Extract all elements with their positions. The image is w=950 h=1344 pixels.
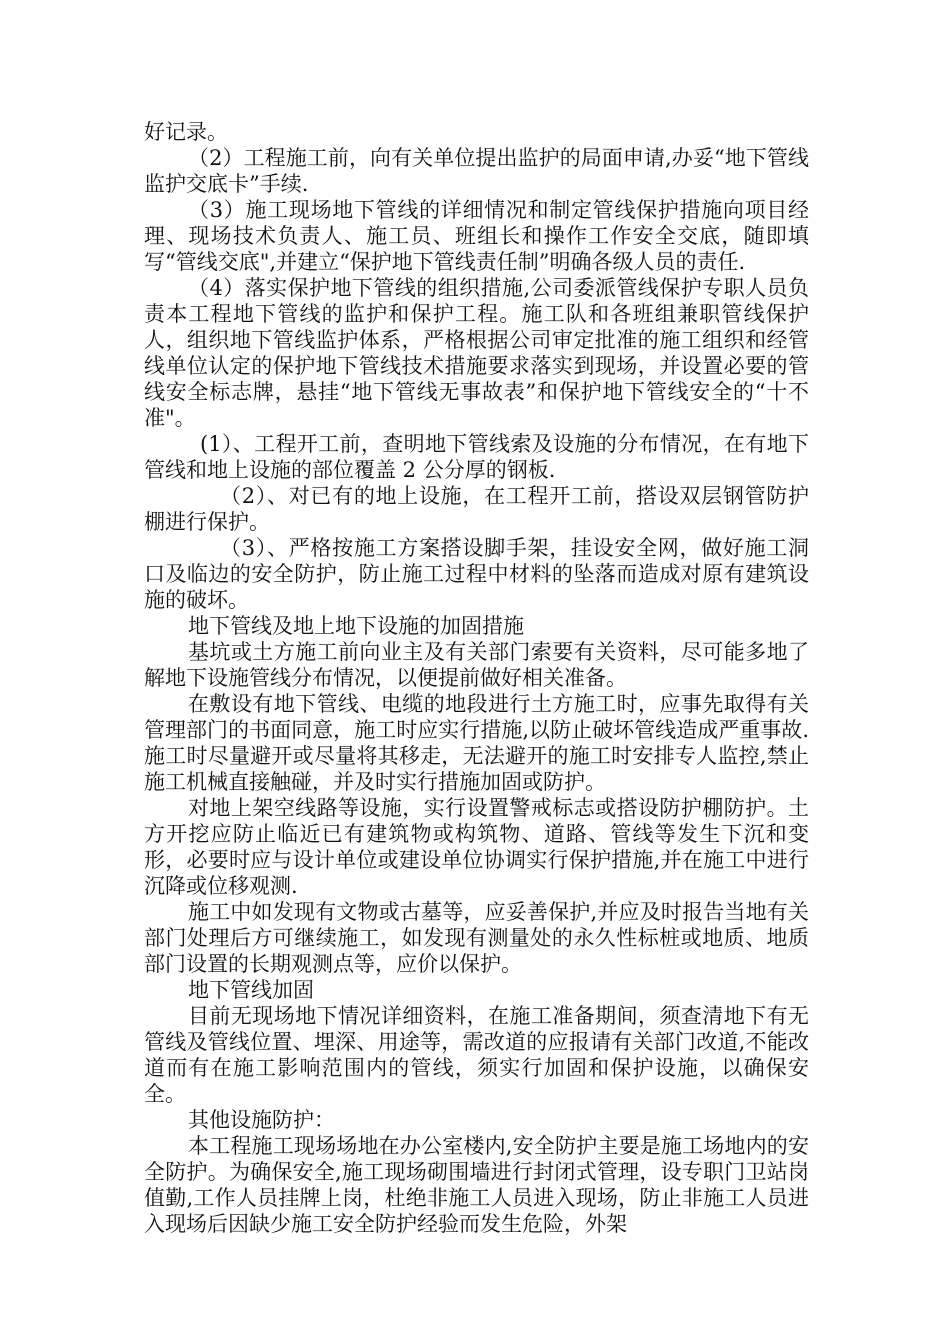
paragraph: (1）、工程开工前，查明地下管线索及设施的分布情况，在有地下管线和地上设施的部位覆盖 2 公分厚的钢板. — [144, 432, 809, 482]
paragraph: 基坑或土方施工前向业主及有关部门索要有关资料，尽可能多地了解地下设施管线分布情况，以便提前做好相关准备。 — [144, 640, 809, 690]
paragraph: 好记录。 — [144, 120, 228, 144]
paragraph: （4）落实保护地下管线的组织措施,公司委派管线保护专职人员负责本工程地下管线的监护和保护工程。施工队和各班组兼职管线保护人，组织地下管线监护体系，严格根据公司审定批准的施工组织和经管线单位认定的保护地下管线技术措施要求落实到现场，并设置必要的管线安全标志牌，悬挂“地下管线无事故表”和保护地下管线安全的“十不准"。 — [144, 276, 809, 430]
paragraph: 目前无现场地下情况详细资料，在施工准备期间，须查清地下有无管线及管线位置、埋深、用途等，需改道的应报请有关部门改道,不能改道而有在施工影响范围内的管线，须实行加固和保护设施，以确保安全。 — [144, 1004, 809, 1106]
paragraph: 本工程施工现场场地在办公室楼内,安全防护主要是施工场地内的安全防护。为确保安全,施工现场砌围墙进行封闭式管理，设专职门卫站岗值勤,工作人员挂牌上岗，杜绝非施工人员进入现场，防止非施工人员进入现场后因缺少施工安全防护经验而发生危险，外架 — [144, 1134, 809, 1236]
paragraph: 在敷设有地下管线、电缆的地段进行土方施工时，应事先取得有关管理部门的书面同意，施工时应实行措施,以防止破坏管线造成严重事故.施工时尽量避开或尽量将其移走，无法避开的施工时安排专人监控,禁止施工机械直接触碰，并及时实行措施加固或防护。 — [144, 692, 809, 794]
paragraph: （3）施工现场地下管线的详细情况和制定管线保护措施向项目经理、现场技术负责人、施工员、班组长和操作工作安全交底，随即填写“管线交底",并建立“保护地下管线责任制”明确各级人员的责任. — [144, 198, 809, 274]
paragraph: （2）、对已有的地上设施，在工程开工前，搭设双层钢管防护棚进行保护。 — [144, 484, 809, 534]
section-heading: 地下管线及地上地下设施的加固措施 — [188, 614, 524, 638]
section-heading: 地下管线加固 — [188, 978, 314, 1002]
paragraph: （3）、严格按施工方案搭设脚手架，挂设安全网，做好施工洞口及临边的安全防护，防止施工过程中材料的坠落而造成对原有建筑设施的破坏。 — [144, 536, 809, 612]
body-text — [144, 119, 809, 1237]
paragraph: 施工中如发现有文物或古墓等，应妥善保护,并应及时报告当地有关部门处理后方可继续施工，如发现有测量处的永久性标桩或地质、地质部门设置的长期观测点等，应价以保护。 — [144, 900, 809, 976]
section-heading: 其他设施防护： — [188, 1108, 335, 1132]
paragraph: 对地上架空线路等设施，实行设置警戒标志或搭设防护棚防护。土方开挖应防止临近已有建筑物或构筑物、道路、管线等发生下沉和变形，必要时应与设计单位或建设单位协调实行保护措施,并在施工中进行沉降或位移观测. — [144, 796, 809, 898]
paragraph: （2）工程施工前，向有关单位提出监护的局面申请,办妥“地下管线监护交底卡”手续. — [144, 146, 809, 196]
